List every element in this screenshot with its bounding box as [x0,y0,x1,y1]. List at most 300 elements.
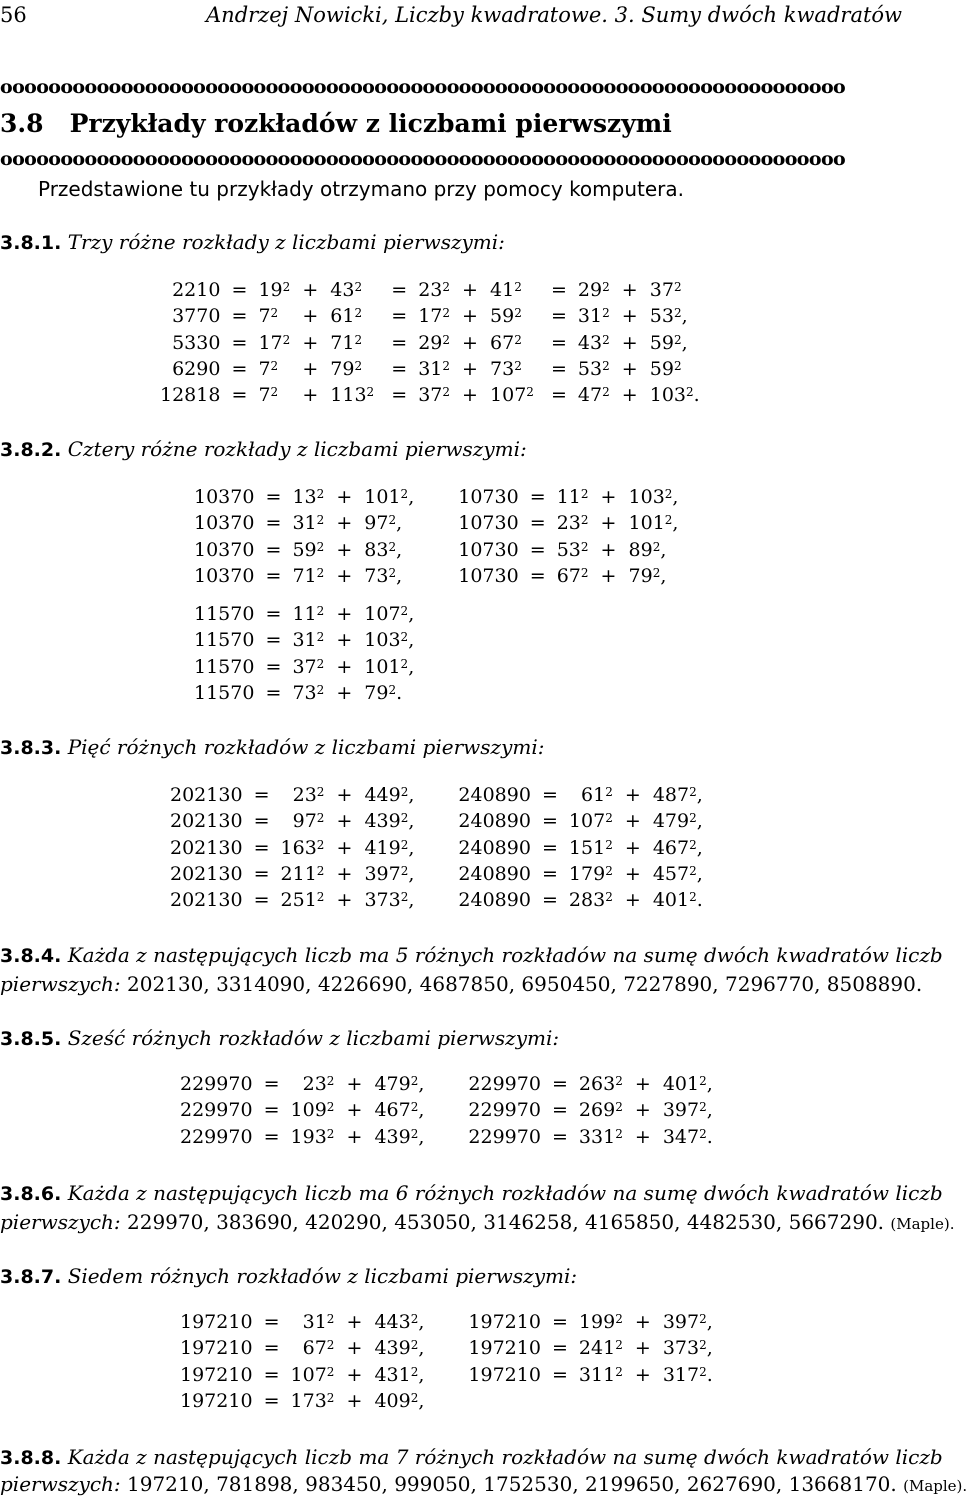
equals-sign: = [541,836,558,859]
equals-sign: = [550,357,567,380]
base-value: 283 [568,889,606,912]
punctuation: , [408,784,415,806]
equals-sign: = [550,331,567,354]
equation-row [160,330,700,356]
punctuation: , [696,784,703,806]
exponent: 2 [514,358,522,373]
square-term [578,303,610,329]
exponent: 2 [316,656,325,671]
base-value: 347 [662,1125,700,1148]
square-term [579,1097,623,1123]
base-value: 397 [662,1311,700,1333]
exponent: 2 [602,332,610,347]
exponent: 2 [410,1390,419,1405]
equation-row [194,680,678,706]
base-value: 31 [577,305,603,328]
exponent: 2 [602,385,610,400]
exponent: 2 [316,785,325,799]
punctuation: , [706,1099,713,1122]
equals-sign: = [391,305,408,328]
exponent: 2 [580,565,589,580]
punctuation: , [681,305,688,328]
punctuation: , [706,1311,713,1333]
square-term [579,1335,623,1361]
exponent: 2 [388,513,397,528]
base-value: 7 [258,305,271,328]
number: 10730 [458,564,519,587]
exponent: 2 [366,385,375,400]
base-value: 373 [662,1337,700,1360]
column-gap [424,1071,468,1097]
punctuation: , [396,538,403,561]
square-term [569,887,613,913]
column-gap [424,1335,468,1361]
equation-row [170,782,703,808]
plus-sign: + [336,538,353,561]
exponent: 2 [410,1338,419,1353]
exponent: 2 [270,358,279,373]
equals-sign: = [263,1337,280,1360]
punctuation: , [706,1073,713,1095]
base-value: 53 [577,357,603,380]
square-term [650,303,700,329]
exponent: 2 [673,358,682,373]
square-term [374,1124,424,1150]
square-term [364,680,414,706]
base-value: 269 [578,1099,616,1122]
item-label: 3.8.4. [0,945,62,967]
exponent: 2 [282,332,291,347]
exponent: 2 [580,513,589,528]
equals-sign: = [265,512,282,535]
exponent: 2 [615,1364,623,1379]
base-value: 79 [628,564,653,587]
equals-sign: = [529,538,546,561]
base-value: 17 [418,305,443,328]
exponent: 2 [316,683,325,698]
square-term [292,510,324,536]
equals-sign: = [253,784,270,806]
square-term [364,601,414,627]
exponent: 2 [316,539,325,554]
exponent: 2 [316,890,325,905]
exponent: 2 [689,863,697,878]
equals-sign: = [551,1099,568,1122]
exponent: 2 [316,863,325,878]
base-value: 101 [628,512,665,535]
base-value: 43 [330,279,355,301]
base-value: 59 [649,331,674,354]
exponent: 2 [699,1312,707,1326]
plus-sign: + [624,862,641,885]
square-term [291,1388,335,1414]
base-value: 67 [556,564,581,587]
base-value: 317 [662,1363,700,1386]
equals-sign: = [265,655,282,678]
number: 11570 [194,682,255,705]
square-term [292,654,324,680]
base-value: 37 [418,384,443,407]
square-term [374,1071,424,1097]
punctuation: , [696,862,703,885]
base-value: 11 [292,603,317,626]
plus-sign: + [336,486,353,508]
base-value: 479 [652,810,690,833]
exponent: 2 [615,1126,623,1141]
equals-sign: = [551,1125,568,1148]
square-term [292,537,324,563]
item-3-8-8-cont [0,1472,967,1497]
number: 10730 [458,538,519,561]
base-value: 487 [652,784,690,806]
punctuation: , [418,1363,425,1386]
square-term [374,1362,424,1388]
base-value: 17 [258,331,283,354]
number: 2210 [172,279,221,301]
punctuation: , [418,1337,425,1360]
base-value: 71 [292,564,317,587]
plus-sign: + [346,1363,363,1386]
punctuation: , [396,512,403,535]
plus-sign: + [336,784,353,806]
base-value: 109 [290,1099,327,1122]
item-label: 3.8.6. [0,1183,62,1205]
square-term [653,835,703,861]
number: 202130 [170,889,243,912]
base-value: 73 [490,357,515,380]
number: 202130 [170,862,243,885]
equation-row [194,484,678,510]
punctuation: , [706,1337,713,1360]
equals-sign: = [550,384,567,407]
number: 229970 [180,1125,253,1148]
square-term [579,1309,623,1335]
number: 197210 [180,1389,253,1412]
exponent: 2 [605,863,613,878]
square-term [663,1097,713,1123]
square-term [374,1335,424,1361]
base-value: 107 [490,384,527,407]
column-gap [414,808,458,834]
exponent: 2 [316,604,325,619]
exponent: 2 [664,487,673,501]
equals-sign: = [253,836,270,859]
number: 10370 [194,512,255,535]
base-value: 397 [364,862,401,885]
section-title-text: Przykłady rozkładów z liczbami pierwszymi [69,109,672,138]
running-title: Andrzej Nowicki, Liczby kwadratowe. 3. Sumy dwóch kwadratów [206,3,903,27]
number: 197210 [180,1337,253,1360]
number: 240890 [458,810,531,833]
plus-sign: + [621,384,638,407]
item-list: 202130, 3314090, 4226690, 4687850, 6950450, 7227890, 7296770, 8508890. [127,972,923,996]
item-label: 3.8.8. [0,1447,62,1469]
square-term [292,563,324,589]
base-value: 457 [652,862,690,885]
exponent: 2 [400,656,409,671]
equals-sign: = [231,305,248,328]
exponent: 2 [326,1390,335,1405]
base-value: 173 [290,1389,327,1412]
base-value: 23 [292,784,317,806]
base-value: 113 [330,384,367,407]
exponent: 2 [673,306,682,321]
equals-sign: = [265,682,282,705]
square-term [364,484,414,510]
item-3-8-5 [0,1026,559,1052]
exponent: 2 [615,1074,623,1088]
equals-sign: = [253,810,270,833]
base-value: 107 [568,810,606,833]
equals-sign: = [263,1311,280,1333]
square-term [330,356,374,382]
square-term [292,601,324,627]
exponent: 2 [388,565,397,580]
item-list: 229970, 383690, 420290, 453050, 3146258, 4165850, 4482530, 5667290. [127,1210,885,1234]
gap-cell [194,589,678,601]
number: 3770 [172,305,221,328]
item-3-8-6-cont [0,1210,954,1235]
punctuation: , [681,331,688,354]
base-value: 101 [364,655,401,678]
base-value: 251 [280,889,317,912]
equation-row [180,1071,713,1097]
exponent: 2 [388,539,397,554]
square-term [569,808,613,834]
plus-sign: + [600,512,617,535]
base-value: 59 [649,357,674,380]
plus-sign: + [346,1125,363,1148]
equals-sign: = [263,1073,280,1095]
base-value: 61 [581,784,606,806]
item-text: Sześć różnych rozkładów z liczbami pierwszymi: [67,1026,560,1050]
base-value: 311 [578,1363,616,1386]
item-label: 3.8.3. [0,737,62,759]
square-term [364,835,414,861]
equation-row [160,356,700,382]
square-term [629,510,679,536]
base-value: 409 [374,1389,411,1412]
punctuation: , [408,836,415,859]
exponent: 2 [410,1312,419,1326]
item-text: Pięć różnych rozkładów z liczbami pierwszymi: [67,735,545,759]
square-term [281,887,325,913]
number: 5330 [172,331,221,354]
square-term [653,782,703,808]
item-3-8-3 [0,735,544,761]
base-value: 97 [292,810,317,833]
equation-row [170,835,703,861]
punctuation: , [396,564,403,587]
equals-sign: = [231,279,248,301]
exponent: 2 [400,630,409,645]
square-term [653,887,703,913]
square-term [663,1071,713,1097]
number: 229970 [468,1125,541,1148]
square-term [629,537,679,563]
square-term [663,1309,713,1335]
punctuation: . [706,1363,713,1386]
column-gap [424,1124,468,1150]
base-value: 107 [290,1363,327,1386]
plus-sign: + [621,305,638,328]
exponent: 2 [400,487,409,501]
base-value: 47 [577,384,603,407]
number: 240890 [458,862,531,885]
square-term [663,1362,713,1388]
equation-row [194,654,678,680]
base-value: 31 [292,629,317,652]
item-3-8-2 [0,437,527,463]
square-term [490,356,534,382]
column-gap [424,1097,468,1123]
exponent: 2 [615,1338,623,1353]
number: 202130 [170,784,243,806]
number: 6290 [172,357,221,380]
equation-row [194,563,678,589]
exponent: 2 [605,837,613,852]
equation-row [180,1335,713,1361]
exponent: 2 [699,1126,707,1141]
equals-sign: = [551,1073,568,1095]
column-gap [414,484,458,510]
plus-sign: + [302,357,319,380]
equals-sign: = [231,384,248,407]
number: 197210 [468,1337,541,1360]
square-term [374,1309,424,1335]
square-term [663,1124,713,1150]
base-value: 193 [290,1125,327,1148]
square-term [557,537,589,563]
punctuation: , [696,810,703,833]
plus-sign: + [336,512,353,535]
base-value: 73 [292,682,317,705]
equals-sign: = [551,1363,568,1386]
square-term [281,861,325,887]
equals-sign: = [263,1389,280,1412]
section-intro: Przedstawione tu przykłady otrzymano przy pomocy komputera. [38,177,685,201]
square-term [292,680,324,706]
base-value: 67 [302,1337,327,1360]
plus-sign: + [346,1099,363,1122]
equals-sign: = [231,331,248,354]
number: 10730 [458,486,519,508]
square-term [291,1071,335,1097]
base-value: 73 [364,564,389,587]
square-term [374,1097,424,1123]
base-value: 23 [418,279,443,301]
page-number: 56 [0,3,27,27]
equals-sign: = [391,331,408,354]
item-text-cont: pierwszych: [0,972,121,996]
base-value: 29 [418,331,443,354]
square-term [650,356,700,382]
exponent: 2 [442,306,451,321]
exponent: 2 [689,811,697,826]
exponent: 2 [605,785,613,799]
base-value: 397 [662,1099,700,1122]
base-value: 263 [578,1073,616,1095]
base-value: 23 [302,1073,327,1095]
equals-sign: = [263,1363,280,1386]
exponent: 2 [673,280,682,294]
base-value: 11 [556,486,581,508]
item-text: Trzy różne rozkłady z liczbami pierwszymi: [67,230,505,254]
column-gap [414,537,458,563]
plus-sign: + [336,810,353,833]
base-value: 163 [280,836,317,859]
plus-sign: + [600,486,617,508]
equals-sign: = [541,810,558,833]
plus-sign: + [462,305,478,328]
base-value: 89 [628,538,653,561]
equation-row [180,1388,713,1414]
plus-sign: + [336,836,353,859]
square-term [291,1335,335,1361]
square-term [330,382,374,408]
plus-sign: + [462,384,478,407]
exponent: 2 [673,332,682,347]
base-value: 97 [364,512,389,535]
exponent: 2 [689,890,697,905]
number: 11570 [194,655,255,678]
item-3-8-1 [0,230,505,256]
exponent: 2 [410,1100,419,1115]
plus-sign: + [634,1337,651,1360]
item-list: 197210, 781898, 983450, 999050, 1752530, 2199650, 2627690, 13668170. [127,1472,897,1496]
square-term [281,835,325,861]
equation-row [194,601,678,627]
equals-sign: = [265,564,282,587]
equals-sign: = [391,384,408,407]
exponent: 2 [270,385,279,400]
table-3-8-5 [180,1071,713,1150]
plus-sign: + [336,603,353,626]
square-term [650,277,700,303]
square-term [490,303,534,329]
item-text-cont: pierwszych: [0,1472,121,1496]
number: 12818 [160,384,221,407]
exponent: 2 [442,280,451,294]
plus-sign: + [634,1363,651,1386]
exponent: 2 [400,604,409,619]
column-gap [414,835,458,861]
base-value: 479 [374,1073,411,1095]
square-term [663,1335,713,1361]
punctuation: , [418,1099,425,1122]
item-3-8-4 [0,943,943,969]
plus-sign: + [600,538,617,561]
square-term [578,356,610,382]
plus-sign: + [336,629,353,652]
plus-sign: + [346,1337,363,1360]
exponent: 2 [316,837,325,852]
plus-sign: + [462,331,478,354]
exponent: 2 [689,837,697,852]
number: 229970 [180,1073,253,1095]
exponent: 2 [410,1126,419,1141]
exponent: 2 [514,280,522,294]
punctuation: , [408,603,415,626]
base-value: 83 [364,538,389,561]
base-value: 31 [292,512,317,535]
equation-row [194,510,678,536]
square-term [258,303,290,329]
base-value: 443 [374,1311,411,1333]
equals-sign: = [551,1311,568,1333]
base-value: 439 [374,1337,411,1360]
square-term [258,277,290,303]
